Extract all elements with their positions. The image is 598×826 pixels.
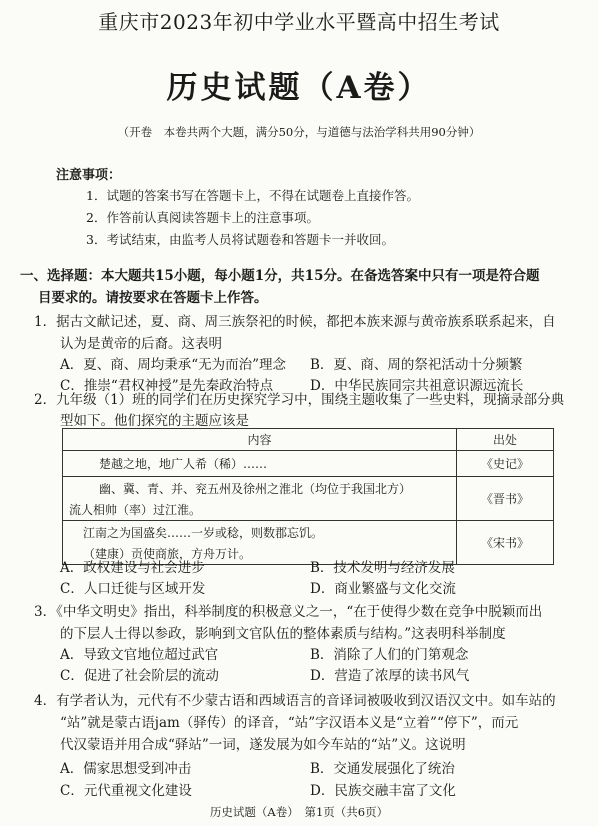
section-instruction-cont: 目要求的。请按要求在答题卡上作答。 (38, 290, 268, 306)
q2-option-d: D．商业繁盛与文化交流 (310, 581, 456, 597)
question-4-stem: 4．有学者认为，元代有不少蒙古语和西域语言的音译词被吸收到汉语汉文中。如车站的 (34, 693, 556, 709)
notice-item: 1．试题的答案书写在答题卡上，不得在试题卷上直接作答。 (86, 188, 419, 203)
question-4-stem-cont: “站”就是蒙古语jam（驿传）的译音，“站”字汉语本义是“立着”“停下”，而元 (60, 715, 519, 731)
q1-option-b: B．夏、商、周的祭祀活动十分频繁 (310, 357, 523, 373)
q4-option-d: D．民族交融丰富了文化 (310, 783, 456, 799)
q4-option-b: B．交通发展强化了统治 (310, 761, 455, 777)
question-1-stem-cont: 认为是黄帝的后裔。这表明 (60, 336, 222, 352)
q2-option-b: B．技术发明与经济发展 (310, 560, 455, 576)
section-instruction: 一、选择题：本大题共15小题，每小题1分，共15分。在备选答案中只有一项是符合题 (20, 268, 540, 284)
content-line: 流人相帅（率）过江淮。 (69, 502, 202, 517)
q1-option-c: C．推崇“君权神授”是先秦政治特点 (60, 378, 274, 394)
table-header-content: 内容 (63, 429, 457, 451)
q3-option-a: A．导致文官地位超过武官 (60, 647, 219, 663)
subject-title: 历史试题（A卷） (166, 70, 432, 106)
table-cell-source: 《史记》 (457, 451, 554, 477)
notice-heading: 注意事项： (56, 168, 122, 183)
q3-option-b: B．消除了人们的门第观念 (310, 647, 469, 663)
q1-option-d: D．中华民族同宗共祖意识源远流长 (310, 378, 524, 394)
question-3-stem-cont: 的下层人士得以参政，影响到文官队伍的整体素质与结构。”这表明科举制度 (60, 626, 506, 642)
table-cell-source: 《宋书》 (457, 521, 554, 565)
table-row (63, 477, 554, 521)
q3-option-c: C．促进了社会阶层的流动 (60, 668, 219, 684)
table-header-row (63, 429, 554, 451)
table-cell-content (63, 451, 457, 477)
q3-option-d: D．营造了浓厚的读书风气 (310, 668, 470, 684)
content-line: 幽、冀、青、并、兖五州及徐州之淮北（均位于我国北方） (99, 481, 412, 496)
q2-option-c: C．人口迁徙与区域开发 (60, 581, 206, 597)
content-line: 江南之为国盛矣……一岁或稔，则数郡忘饥。 (83, 525, 324, 540)
table-header-source: 出处 (457, 429, 554, 451)
notice-item: 3．考试结束，由监考人员将试题卷和答题卡一并收回。 (86, 232, 394, 247)
page-footer: 历史试题（A卷） 第1页（共6页） (209, 805, 389, 819)
q1-option-a: A．夏、商、周均秉承“无为而治”理念 (60, 357, 287, 373)
content-line: 楚越之地，地广人希（稀）…… (99, 457, 268, 471)
question-2-stem: 2．九年级（1）班的同学们在历史探究学习中，围绕主题收集了一些史料，现摘录部分典 (34, 392, 565, 408)
table-cell-content (63, 477, 457, 521)
q4-option-c: C．元代重视文化建设 (60, 783, 192, 799)
exam-note: （开卷 本卷共两个大题，满分50分，与道德与法治学科共用90分钟） (117, 125, 481, 139)
question-2-stem-cont: 型如下。他们探究的主题应该是 (60, 413, 249, 429)
exam-title: 重庆市2023年初中学业水平暨高中招生考试 (98, 10, 500, 34)
question-4-stem-cont: 代汉蒙语并用合成“驿站”一词，遂发展为如今车站的“站”义。这说明 (60, 737, 466, 753)
q2-option-a: A．政权建设与社会进步 (60, 560, 205, 576)
question-3-stem: 3．《中华文明史》指出，科举制度的积极意义之一，“在于使得少数在竞争中脱颖而出 (34, 604, 543, 620)
content-line: （建康）贡使商旅，方舟万计。 (83, 546, 252, 561)
q4-option-a: A．儒家思想受到冲击 (60, 761, 192, 777)
question-1-stem: 1．据古文献记述，夏、商、周三族祭祀的时候，都把本族来源与黄帝族系联系起来，自 (34, 314, 556, 330)
source-table (62, 428, 554, 565)
table-row (63, 451, 554, 477)
notice-item: 2．作答前认真阅读答题卡上的注意事项。 (86, 210, 319, 225)
table-cell-source: 《晋书》 (457, 477, 554, 521)
